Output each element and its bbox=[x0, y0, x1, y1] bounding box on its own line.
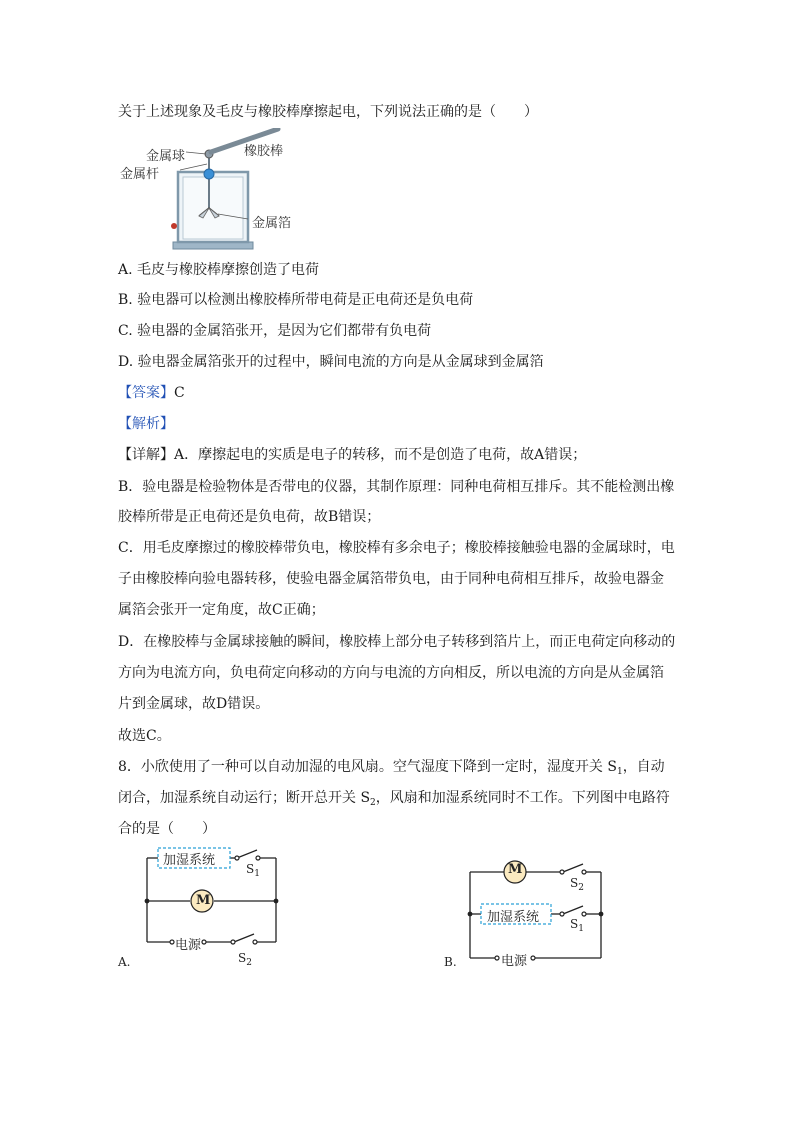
circuit-b-motor-label: M bbox=[508, 862, 523, 877]
circuit-a-option-label: A. bbox=[118, 955, 131, 969]
detail-line: 【详解】A．摩擦起电的实质是电子的转移，而不是创造了电荷，故A错误； bbox=[118, 447, 587, 463]
detail-line: D．在橡胶棒与金属球接触的瞬间，橡胶棒上部分电子转移到箔片上，而正电荷定向移动的 bbox=[118, 634, 676, 650]
circuit-b-humidifier-label: 加湿系统 bbox=[487, 910, 540, 925]
circuit-b-option-label: B. bbox=[444, 955, 457, 969]
answer-tag: 【答案】 bbox=[118, 385, 174, 401]
label-metal-foil: 金属箔 bbox=[252, 216, 292, 231]
detail-line: B．验电器是检验物体是否带电的仪器，其制作原理：同种电荷相互排斥。其不能检测出橡 bbox=[118, 479, 675, 495]
detail-line: 属箔会张开一定角度，故C正确； bbox=[118, 602, 325, 618]
question-8-line-3: 合的是（ ） bbox=[118, 821, 216, 837]
label-metal-rod: 金属杆 bbox=[120, 167, 160, 182]
answer-value: C bbox=[174, 385, 185, 401]
side-knob bbox=[171, 223, 177, 229]
detail-line: 子由橡胶棒向验电器转移，使验电器金属箔带负电，由于同种电荷相互排斥，故验电器金 bbox=[118, 571, 664, 587]
insulator-cap bbox=[204, 169, 214, 179]
question-8-line-2: 闭合，加湿系统自动运行；断开总开关 $S_2$，风扇和加湿系统同时不工作。下列图中电路符 bbox=[118, 790, 670, 808]
circuit-b-source-label: 电源 bbox=[501, 954, 528, 969]
question-7-stem: 关于上述现象及毛皮与橡胶棒摩擦起电，下列说法正确的是（ ） bbox=[118, 104, 538, 120]
circuit-a-source-label: 电源 bbox=[175, 938, 202, 953]
circuit-a-humidifier-label: 加湿系统 bbox=[163, 853, 216, 868]
switch-s2-blade bbox=[234, 934, 254, 942]
option-b: B. 验电器可以检测出橡胶棒所带电荷是正电荷还是负电荷 bbox=[118, 292, 474, 308]
circuit-a-switch-s2: $S_2$ bbox=[238, 951, 252, 968]
analysis-tag: 【解析】 bbox=[118, 416, 174, 432]
answer-line bbox=[118, 383, 185, 403]
detail-line: 片到金属球，故D错误。 bbox=[118, 696, 270, 712]
option-c: C. 验电器的金属箔张开，是因为它们都带有负电荷 bbox=[118, 323, 432, 339]
label-metal-ball: 金属球 bbox=[146, 149, 186, 164]
circuit-a-switch-s1: $S_1$ bbox=[246, 862, 260, 879]
switch-s1-blade bbox=[563, 906, 583, 914]
circuit-b-switch-s1: $S_1$ bbox=[570, 917, 584, 934]
conclusion: 故选C。 bbox=[118, 728, 171, 744]
switch-s2-blade bbox=[563, 864, 583, 872]
option-d: D. 验电器金属箔张开的过程中，瞬间电流的方向是从金属球到金属箔 bbox=[118, 354, 544, 370]
label-rubber-rod: 橡胶棒 bbox=[244, 144, 284, 159]
switch-s1-blade bbox=[237, 850, 257, 858]
circuit-a-motor-label: M bbox=[196, 893, 211, 908]
question-8-line-1: 8．小欣使用了一种可以自动加湿的电风扇。空气湿度下降到一定时，湿度开关 $S_1$，自动 bbox=[118, 759, 665, 777]
circuit-b-switch-s2: $S_2$ bbox=[570, 876, 584, 893]
detail-line: 胶棒所带是正电荷还是负电荷，故B错误； bbox=[118, 509, 381, 525]
option-a: A. 毛皮与橡胶棒摩擦创造了电荷 bbox=[118, 262, 320, 278]
detail-line: C．用毛皮摩擦过的橡胶棒带负电，橡胶棒有多余电子；橡胶棒接触验电器的金属球时，电 bbox=[118, 540, 675, 556]
detail-line: 方向为电流方向，负电荷定向移动的方向与电流的方向相反，所以电流的方向是从金属箔 bbox=[118, 665, 664, 681]
